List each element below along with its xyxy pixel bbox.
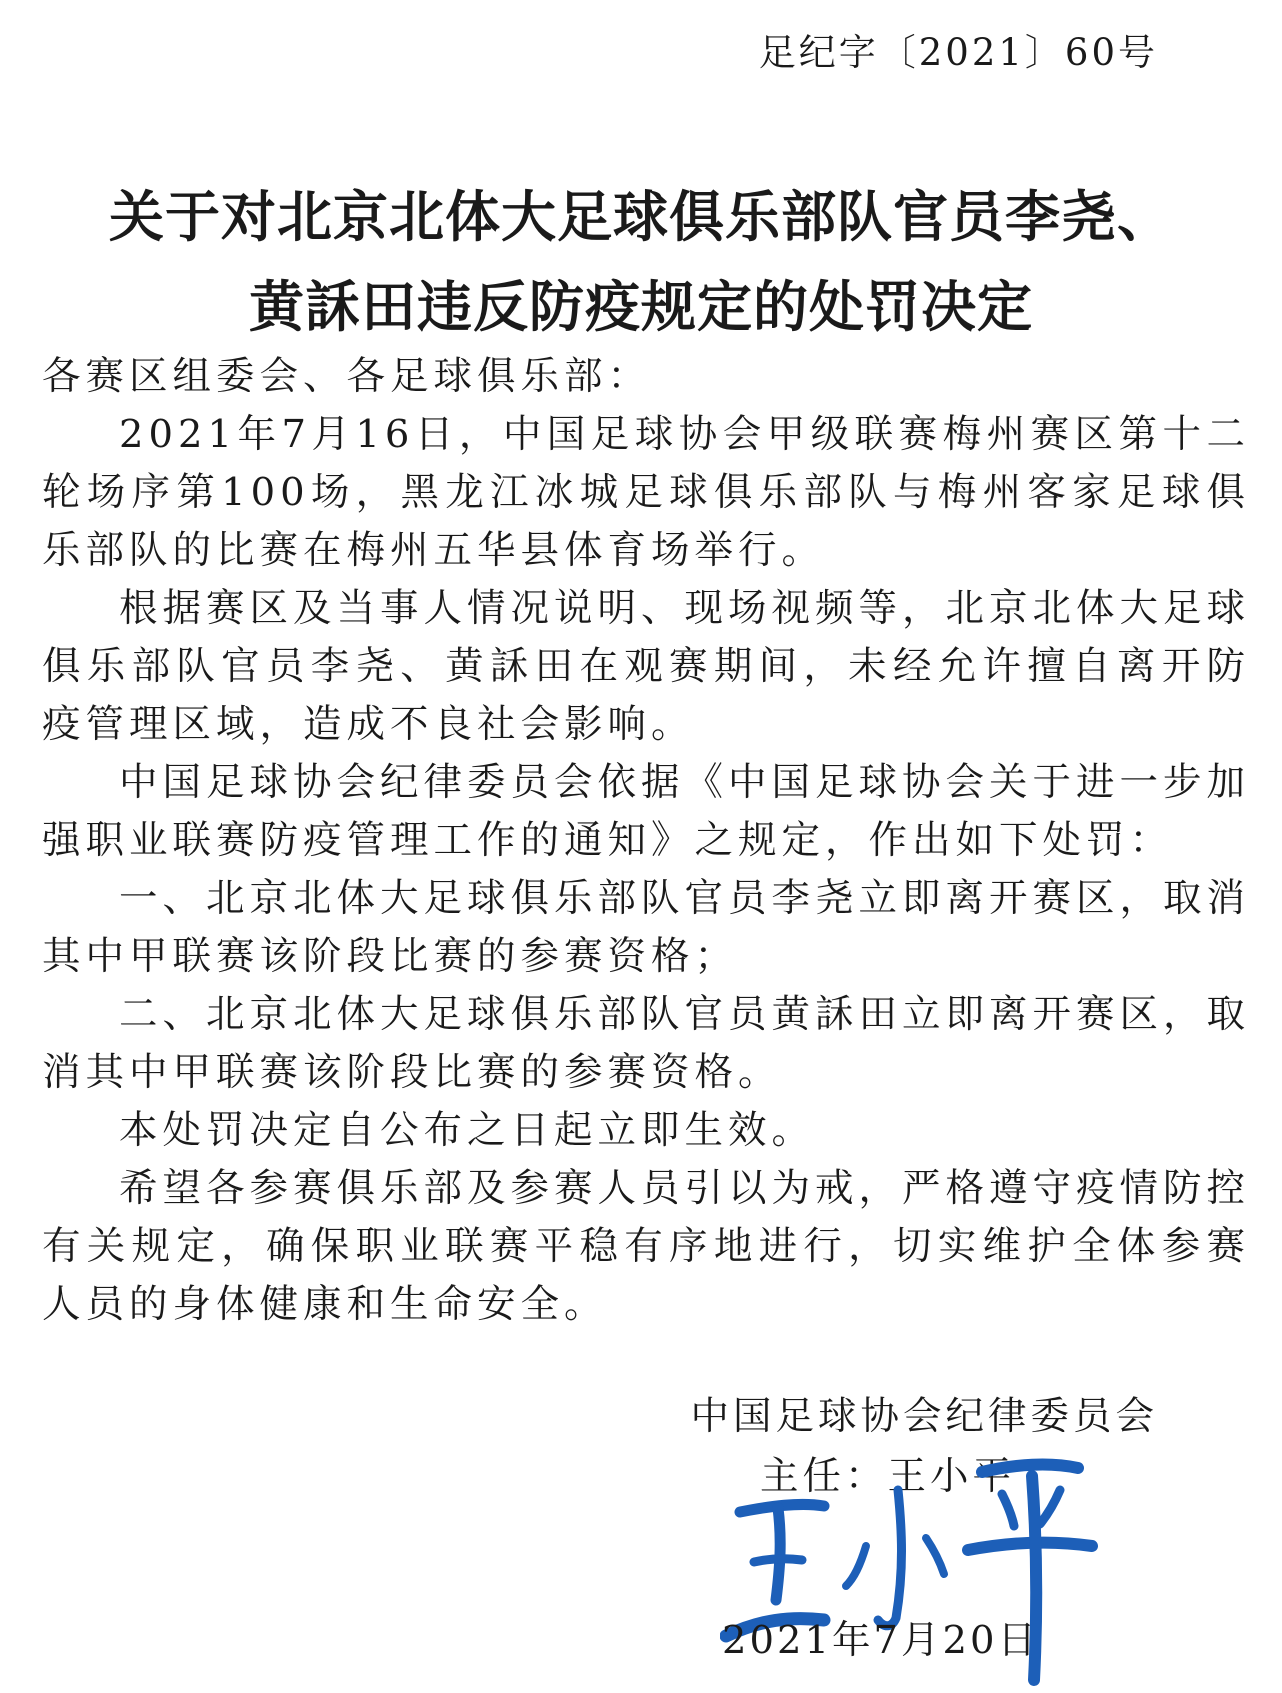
signature-stroke [1002, 1494, 1014, 1526]
document-number: 足纪字〔2021〕60号 [758, 31, 1158, 74]
signature-stroke [926, 1538, 944, 1574]
paragraph-warning: 希望各参赛俱乐部及参赛人员引以为戒，严格遵守疫情防控有关规定，确保职业联赛平稳有序地进行，切实维护全体参赛人员的身体健康和生命安全。 [42, 1166, 1251, 1327]
title-line-1: 关于对北京北体大足球俱乐部队官员李尧、 [108, 185, 1173, 249]
signature-stroke [878, 1490, 902, 1626]
paragraph-basis: 中国足球协会纪律委员会依据《中国足球协会关于进一步加强职业联赛防疫管理工作的通知》之规定，作出如下处罚： [42, 760, 1251, 863]
salutation: 各赛区组委会、各足球俱乐部： [42, 354, 652, 399]
document-title [0, 172, 1282, 352]
issue-date: 2021年7月20日 [722, 1618, 1039, 1663]
paragraph-penalty-1: 一、北京北体大足球俱乐部队官员李尧立即离开赛区，取消其中甲联赛该阶段比赛的参赛资格； [42, 876, 1251, 979]
signature-stroke [776, 1508, 780, 1600]
paragraph-effective: 本处罚决定自公布之日起立即生效。 [119, 1108, 816, 1153]
document-body [42, 348, 1250, 1334]
director-line: 主任：王小平 [760, 1454, 1016, 1499]
signature-stroke [846, 1546, 866, 1586]
paragraph-match-info: 2021年7月16日，中国足球协会甲级联赛梅州赛区第十二轮场序第100场，黑龙江冰城足球俱乐部队与梅州客家足球俱乐部队的比赛在梅州五华县体育场举行。 [42, 412, 1250, 573]
signature-stroke [754, 1559, 802, 1562]
paragraph-penalty-2: 二、北京北体大足球俱乐部队官员黄訸田立即离开赛区，取消其中甲联赛该阶段比赛的参赛资格。 [42, 992, 1251, 1095]
signature-stroke [1040, 1490, 1060, 1524]
title-line-2: 黄訸田违反防疫规定的处罚决定 [248, 275, 1033, 339]
paragraph-violation: 根据赛区及当事人情况说明、现场视频等，北京北体大足球俱乐部队官员李尧、黄訸田在观赛期间，未经允许擅自离开防疫管理区域，造成不良社会影响。 [42, 586, 1251, 747]
issuer-organization: 中国足球协会纪律委员会 [690, 1394, 1158, 1439]
